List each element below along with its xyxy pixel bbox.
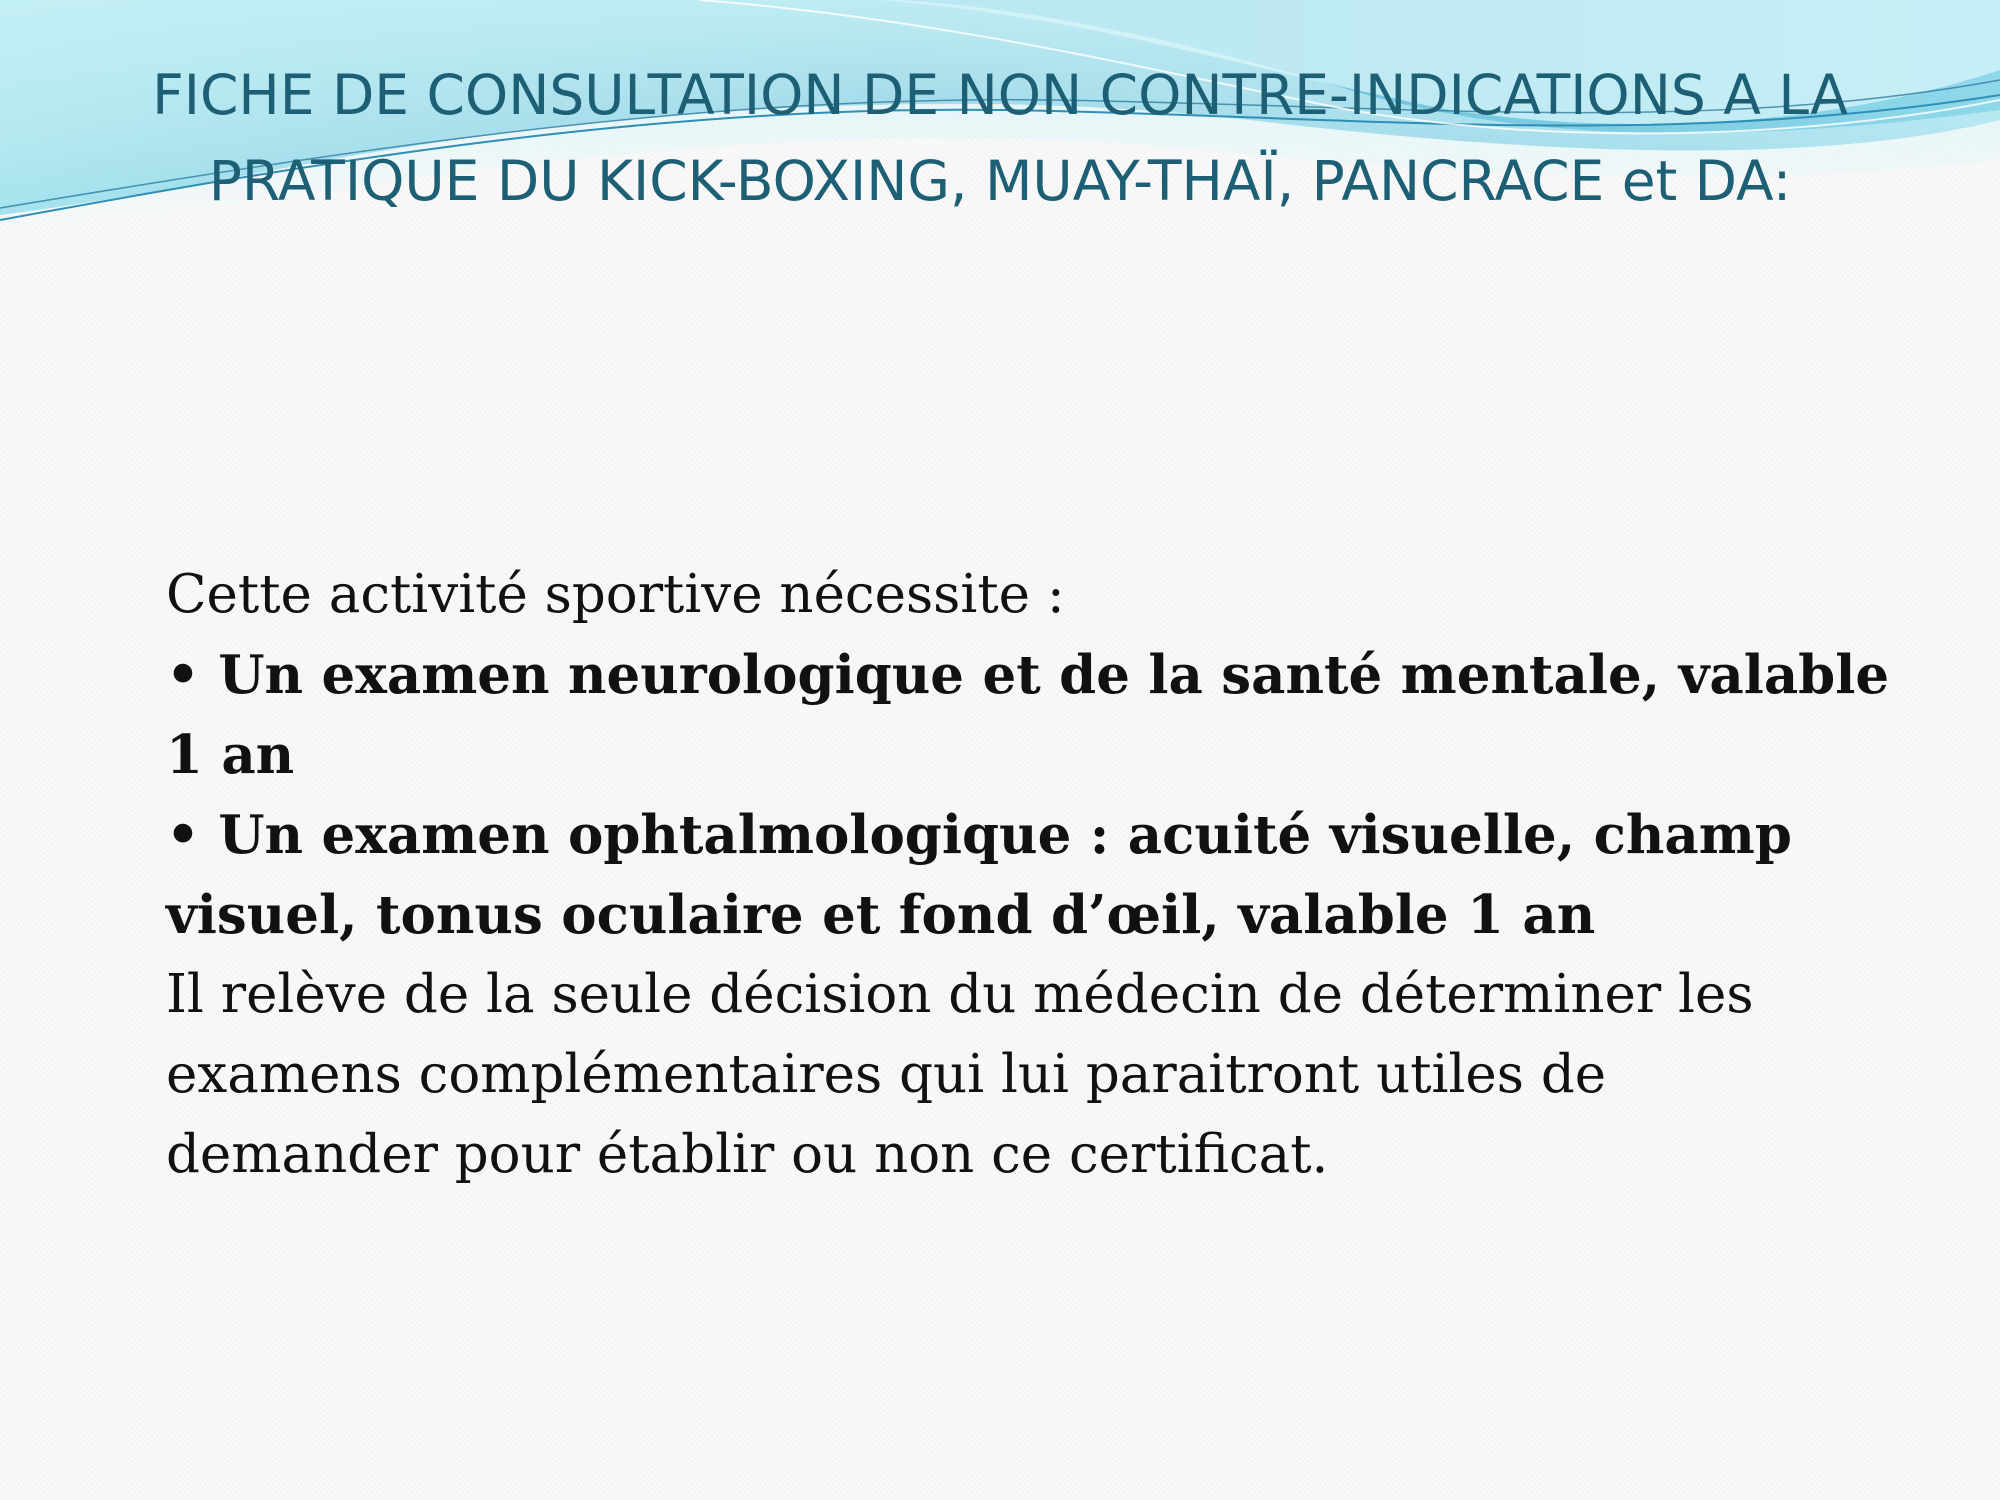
closing-text-line-1: Il relève de la seule décision du médecin de déterminer les — [166, 964, 1754, 1025]
bullet-neurological-exam-line-2: 1 an — [166, 724, 295, 786]
closing-text-line-3: demander pour établir ou non ce certificat. — [166, 1124, 1329, 1185]
closing-text-line-2: examens complémentaires qui lui paraitront utiles de — [166, 1044, 1607, 1105]
slide-title-line-1: FICHE DE CONSULTATION DE NON CONTRE-INDICATIONS A LA — [152, 63, 1848, 127]
intro-text: Cette activité sportive nécessite : — [166, 564, 1065, 625]
slide-title-line-2: PRATIQUE DU KICK-BOXING, MUAY-THAÏ, PANCRACE et DA: — [208, 149, 1792, 213]
slide-title — [0, 52, 2000, 224]
bullet-ophthalmological-exam-line-2: visuel, tonus oculaire et fond d’œil, valable 1 an — [166, 884, 1596, 946]
bullet-ophthalmological-exam-line-1: • Un examen ophtalmologique : acuité visuelle, champ — [166, 804, 1792, 866]
bullet-neurological-exam-line-1: • Un examen neurologique et de la santé mentale, valable — [166, 644, 1890, 706]
slide-body — [166, 555, 1966, 1195]
